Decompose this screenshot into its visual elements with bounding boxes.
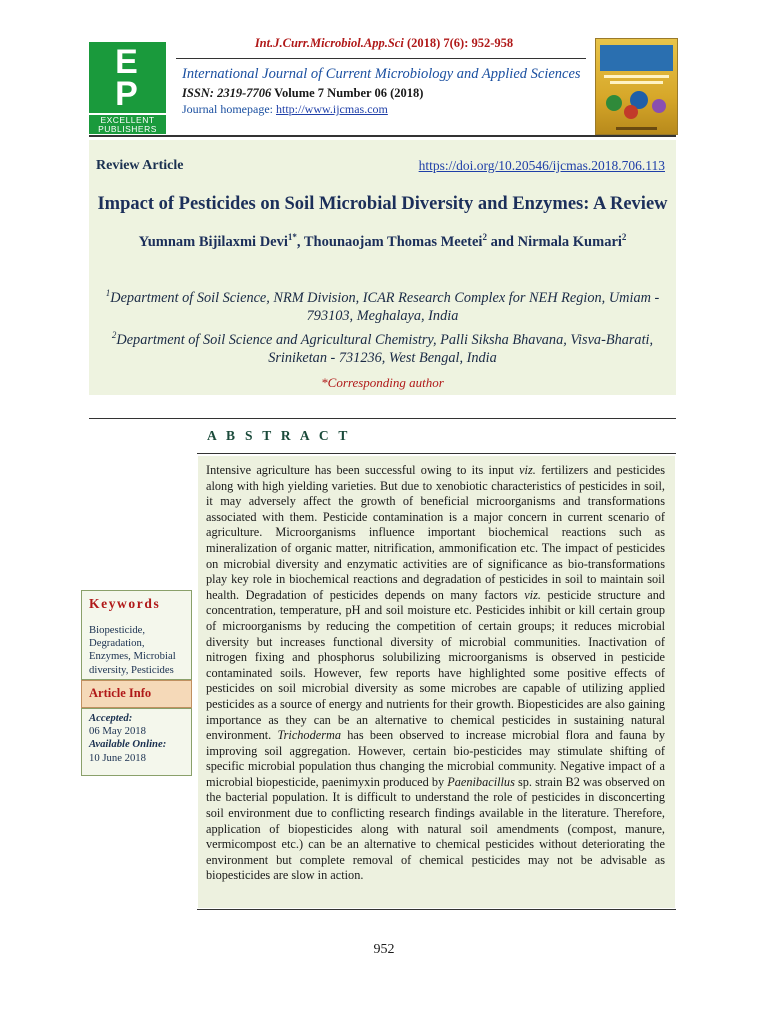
keywords-heading: Keywords: [89, 596, 161, 611]
author-sup: 2: [621, 232, 627, 242]
affiliation-item: [89, 284, 676, 326]
corresponding-author-note: *Corresponding author: [321, 375, 444, 390]
affiliation-sup: 2: [111, 329, 117, 340]
logo-letter-e: E: [115, 43, 140, 81]
logo-letter-p: P: [115, 75, 140, 113]
abstract-italic-term: Trichoderma: [277, 728, 342, 743]
abstract-italic-term: Paenibacillus: [447, 774, 515, 789]
author-sup: 2: [482, 232, 487, 242]
section-rule: [89, 418, 676, 419]
page-number: 952: [373, 942, 395, 957]
header-rule-top: [176, 58, 586, 59]
homepage-label: Journal homepage:: [182, 102, 276, 116]
abstract-italic-term: viz.: [524, 587, 541, 602]
journal-name: International Journal of Current Microbiology and Applied Sciences: [182, 66, 581, 82]
author-name: Yumnam Bijilaxmi Devi: [138, 233, 288, 250]
publisher-logo: [89, 42, 166, 134]
affiliation-text: Department of Soil Science, NRM Division, ICAR Research Complex for NEH Region, Umiam - 793103, Meghalaya, India: [110, 289, 660, 325]
online-label: Available Online:: [89, 738, 167, 751]
online-date: 10 June 2018: [89, 751, 146, 764]
author-name: Nirmala Kumari: [517, 233, 622, 250]
abstract-heading: A B S T R A C T: [207, 428, 351, 443]
accepted-date: 06 May 2018: [89, 725, 146, 738]
article-info-list: [89, 712, 187, 765]
abstract-italic-term: viz.: [519, 463, 536, 477]
article-type: Review Article: [96, 158, 184, 173]
affiliation-sup: 1: [105, 288, 111, 298]
journal-volume: Volume 7 Number 06 (2018): [271, 86, 424, 100]
author-sep: and: [486, 233, 518, 250]
citation-journal: Int.J.Curr.Microbiol.App.Sci: [254, 36, 404, 50]
doi-link[interactable]: https://doi.org/10.20546/ijcmas.2018.706.113: [418, 158, 665, 173]
abstract-text: Intensive agriculture has been successful owing to its input viz. fertilizers and pesticides along with high yielding varieties. But due to xenobiotic characteristics of pesticides in soil, it may adversely affect the growth of beneficial microorganisms and transformations associated with them. Pesticide contamination is a major concern in current scenario of agriculture. Microorganisms influence important biochemical reactions such as mineralization of organic matter, nitrification, ammonification etc. The impact of pesticides on microbial diversity and enzymatic activities are of significance as bio-transformations play key role in biochemical reactions and degradation of pesticides in soil to maintain soil health. Degradation of pesticides depends on many factors viz. pesticide structure and concentration, temperature, pH and soil moisture etc. Pesticides inhibit or kill certain group of microorganisms by reducing the competition of certain groups; it reduces microbial diversity but increases functional diversity of microbial communities. Inactivation of nitrogen fixing and phosphorus solubilizing microorganisms is observed in pesticide contaminated soils. However, few reports have highlighted some positive effects of pesticides on soil microbial diversity as some microbes are capable of utilizing applied pesticides as a source of energy and nutrients for their growth. Biopesticides are also gaining importance as they can be an alternative to chemical pesticides in sustaining natural environment. Trichoderma has been observed to increase microbial flora and fauna by improving soil aggregation. However, certain bio-pesticides may stimulate shifting of specific microbial population thus changing the microbial community. Negative impact of a microbial biopesticide, paenimyxin produced by Paenibacillus sp. strain B2 was observed on the bacterial population. It is difficult to understand the role of pesticides in disconcerting soil environment due to conflicting research findings available in the literature. Therefore, application of biopesticides along with natural soil amendments (compost, manure, vermicompost etc.) can be an alternative to chemical pesticides without deteriorating the environment but complete removal of chemical pesticides may not be advisable as biopesticides are slow in action.: [206, 463, 665, 883]
header-rule-bottom: [89, 135, 676, 137]
journal-cover-image: [595, 38, 678, 135]
affiliations: [89, 284, 676, 368]
affiliation-item: [89, 326, 676, 368]
citation-details: (2018) 7(6): 952-958: [403, 36, 514, 50]
accepted-label: Accepted:: [89, 712, 133, 724]
author-sup: 1*: [287, 232, 297, 242]
author-list: [89, 232, 676, 251]
logo-publisher-name: EXCELLENT PUBLISHERS: [98, 115, 157, 134]
author-sep: ,: [296, 233, 304, 250]
abstract-rule-top: [197, 453, 676, 454]
issn-number: ISSN: 2319-7706: [182, 86, 272, 100]
journal-homepage: [182, 102, 388, 117]
article-info-header: [81, 680, 192, 708]
journal-issn: [182, 86, 423, 101]
homepage-link[interactable]: http://www.ijcmas.com: [275, 102, 388, 116]
affiliation-text: Department of Soil Science and Agricultural Chemistry, Palli Siksha Bhavana, Visva-Bharati, Sriniketan - 731236, West Bengal, India: [116, 331, 654, 367]
article-info-heading: Article Info: [89, 686, 152, 700]
keywords-list: Biopesticide, Degradation, Enzymes, Microbial diversity, Pesticides: [89, 624, 176, 676]
abstract-rule-bottom: [197, 909, 676, 910]
author-name: Thounaojam Thomas Meetei: [303, 233, 483, 250]
article-title: Impact of Pesticides on Soil Microbial Diversity and Enzymes: A Review: [97, 194, 668, 214]
